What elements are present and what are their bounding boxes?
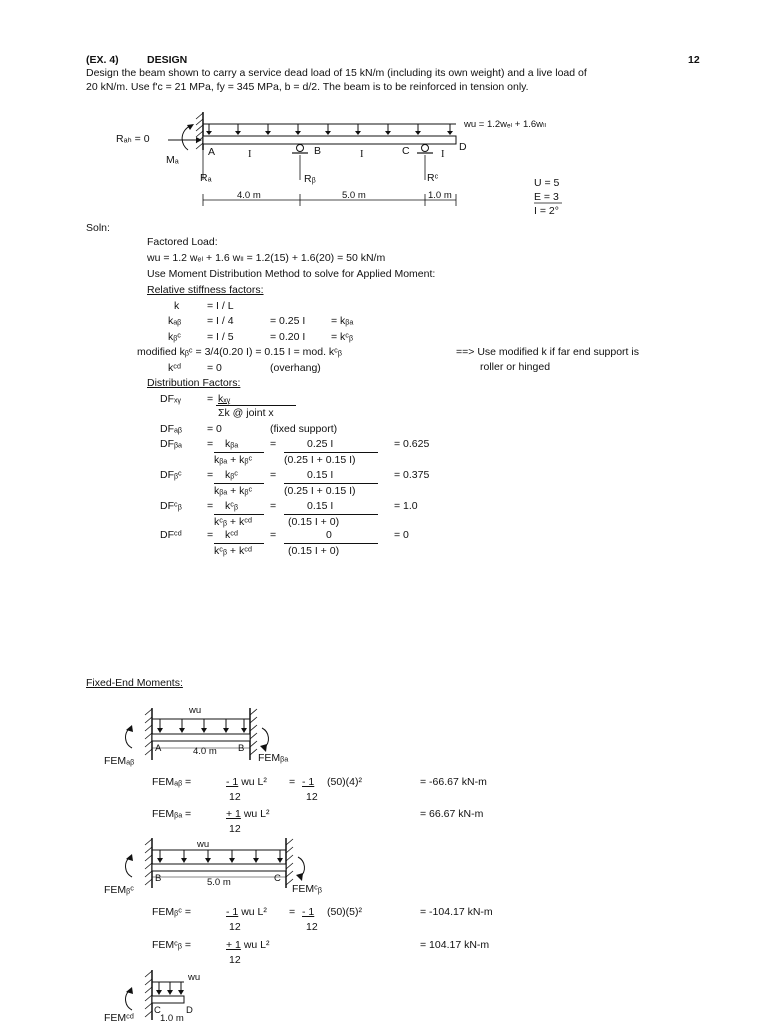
fig3-right: D	[186, 1005, 193, 1016]
fem-cd-arrow-label: FEMᶜᵈ	[104, 1012, 134, 1024]
fig1-right: B	[238, 743, 245, 754]
inertia-ab: I	[248, 149, 252, 160]
page-number: 12	[688, 54, 700, 66]
wu-label: wu	[197, 839, 210, 850]
df-ab-label: DFₐᵦ	[160, 423, 182, 435]
fem-ab-den2: 12	[306, 791, 318, 803]
df-ab-eq: = 0	[207, 423, 222, 435]
fem-cb-arrow-label: FEMᶜᵦ	[292, 883, 322, 895]
wu-equation: wu = 1.2 wₑₗ + 1.6 wₗₗ = 1.2(15) + 1.6(20) = 50 kN/m	[147, 252, 386, 264]
df-den2: (0.25 I + 0.15 I)	[284, 485, 356, 497]
df-num: kᶜᵦ	[225, 500, 239, 512]
document-page: (EX. 4) DESIGN 12 Design the beam shown to carry a service dead load of 15 kN/m (including its own weight) and a live load of 20 kN/m. Use f'c = 21 MPa, fy = 345 MPa, b = d/2. The beam is to be reinforced in tension only. Rₐₕ = 0 Mₐ wu = 1.2wₑₗ + 1.6wₗₗ A I B I C I D Rₐ Rᵦ Rᶜ 4.0 m 5.0 m 1.0 m U = 5 E = 3 I = 2° Soln: Factored Load: wu = 1.2 wₑₗ + 1.6 wₗₗ = 1.2(15) + 1.6(20) = 50 kN/m Use Moment Distribution Method to solve for Applied Moment: Relative stiffness factors: k = I / L kₐᵦ = I / 4 = 0.25 I = kᵦₐ kᵦᶜ = I / 5 = 0.20 I = kᶜᵦ modified kᵦᶜ = 3/4(0.20 I) = 0.15 I = mod. kᶜᵦ kᶜᵈ = 0 (overhang) ==> Use modified k if far end support is roller or hinged Distribution Factors: DFₓᵧ = kₓᵧ Σk @ joint x DFₐᵦ = 0 (fixed support) DFᵦₐ = kᵦₐ kᵦₐ + kᵦᶜ = 0.25 I (0.25 I + 0.15 I) = 0.625 DFᵦᶜ = kᵦᶜ kᵦₐ + kᵦᶜ = 0.15 I (0.25 I + 0.15 I) = 0.375 DFᶜᵦ = kᶜᵦ kᶜᵦ + kᶜᵈ = 0.15 I (0.15 I + 0) = 1.0 DFᶜᵈ = kᶜᵈ kᶜᵦ + kᶜᵈ = 0 (0.15 I + 0) = 0 Fixed-End Moments: wu A 4.0 m B FEMₐᵦ FEMᵦₐ FEMₐᵦ = - 1 wu L² 12 = - 1 (50)(4)² 12 = -66.67 kN-m FEMᵦₐ = + 1 wu L² 12 = 66.67 kN-m wu B 5.0 m C FEMᵦᶜ FEMᶜᵦ FEMᵦᶜ = - 1 wu L² 12 = - 1 (50)(5)² 12 = -104.17 kN-m FEMᶜᵦ = + 1 wu L² 12 = 104.17 kN-m wu C D 1.0 m FEMᶜᵈ	[0, 0, 768, 1024]
modified-k-line: modified kᵦᶜ = 3/4(0.20 I) = 0.15 I = mod. kᶜᵦ	[137, 346, 342, 358]
df-label: DFᶜᵦ	[160, 500, 182, 512]
df-num2: 0	[326, 529, 332, 541]
rah-label: Rₐₕ = 0	[116, 133, 150, 145]
soln-label: Soln:	[86, 222, 110, 234]
fig2-left: B	[155, 873, 162, 884]
fem-bc-result: = -104.17 kN-m	[420, 906, 493, 918]
fem-ab-den: 12	[229, 791, 241, 803]
fem-cb-den: 12	[229, 954, 241, 966]
modified-note-2: roller or hinged	[480, 361, 551, 373]
k-row-label: kᵦᶜ	[168, 331, 182, 343]
e-count: E = 3	[534, 191, 559, 203]
df-result: = 0.625	[394, 438, 430, 450]
fem-ba-label: FEMᵦₐ =	[152, 808, 192, 820]
fig3-span: 1.0 m	[160, 1013, 184, 1024]
df-den2: (0.25 I + 0.15 I)	[284, 454, 356, 466]
df-den: kᵦₐ + kᵦᶜ	[214, 454, 253, 466]
df-num: kᵦᶜ	[225, 469, 239, 481]
fem-ab-coef: - 1 wu L²	[226, 776, 267, 788]
df-den: kᵦₐ + kᵦᶜ	[214, 485, 253, 497]
node-c: C	[402, 145, 410, 157]
factored-load-heading: Factored Load:	[147, 236, 218, 248]
k-row-extra: = kᵦₐ	[331, 315, 354, 327]
df-den2: (0.15 I + 0)	[288, 545, 340, 557]
ra-label: Rₐ	[200, 172, 212, 184]
fem-ba-arrow-label: FEMᵦₐ	[258, 752, 289, 764]
df-general-fraction: kₓᵧ	[218, 393, 231, 405]
fem-bc-label: FEMᵦᶜ =	[152, 906, 191, 918]
df-label: DFᵦₐ	[160, 438, 182, 450]
span-cd: 1.0 m	[428, 190, 452, 201]
fem-bc-neg: - 1	[302, 906, 315, 918]
fig1-left: A	[155, 743, 162, 754]
node-d: D	[459, 141, 467, 153]
df-result: = 0.375	[394, 469, 430, 481]
node-a: A	[208, 146, 216, 158]
inertia-cd: I	[441, 149, 445, 160]
df-num2: 0.15 I	[307, 469, 334, 481]
rb-label: Rᵦ	[304, 173, 316, 185]
df-result: = 1.0	[394, 500, 418, 512]
ma-label: Mₐ	[166, 154, 179, 166]
k-row-val: = 0.25 I	[270, 315, 306, 327]
node-b: B	[314, 145, 322, 157]
rel-stiffness-heading: Relative stiffness factors:	[147, 284, 264, 296]
df-general-label: DFₓᵧ	[160, 393, 181, 405]
k-row-eq: = I / L	[207, 300, 234, 312]
fig2-span: 5.0 m	[207, 877, 231, 888]
fem-ab-neg: - 1	[302, 776, 315, 788]
fem-ab-expr: (50)(4)²	[327, 776, 363, 788]
fem-ba-result: = 66.67 kN-m	[420, 808, 484, 820]
fig1-span: 4.0 m	[193, 746, 217, 757]
fem-cb-result: = 104.17 kN-m	[420, 939, 490, 951]
df-den: kᶜᵦ + kᶜᵈ	[214, 545, 252, 557]
fig2-right: C	[274, 873, 281, 884]
kcd-eq: = 0	[207, 362, 222, 374]
fem-ab-arrow-label: FEMₐᵦ	[104, 755, 135, 767]
df-general-den: Σk @ joint x	[218, 407, 274, 419]
span-bc: 5.0 m	[342, 190, 366, 201]
wu-label: wu	[188, 972, 201, 983]
fem-bc-eq: =	[289, 906, 296, 918]
load-label: wu = 1.2wₑₗ + 1.6wₗₗ	[464, 119, 547, 130]
k-row-label: k	[174, 300, 180, 312]
k-row-extra: = kᶜᵦ	[331, 331, 354, 343]
fem-ab-label: FEMₐᵦ =	[152, 776, 192, 788]
df-num: kᶜᵈ	[225, 529, 238, 541]
df-label: DFᶜᵈ	[160, 529, 182, 541]
df-num2: 0.15 I	[307, 500, 334, 512]
fem-ba-den: 12	[229, 823, 241, 835]
fem-bc-den: 12	[229, 921, 241, 933]
dist-factors-heading: Distribution Factors:	[147, 377, 241, 389]
indeterminacy: I = 2°	[534, 205, 559, 217]
fem-ba-coef: + 1 wu L²	[226, 808, 270, 820]
df-result: = 0	[394, 529, 409, 541]
section-title: DESIGN	[147, 54, 188, 66]
fem-heading: Fixed-End Moments:	[86, 677, 183, 689]
fem-cb-label: FEMᶜᵦ =	[152, 939, 191, 951]
df-ab-note: (fixed support)	[270, 423, 338, 435]
fem-ab-eq: =	[289, 776, 296, 788]
fem-bc-expr: (50)(5)²	[327, 906, 363, 918]
problem-line-1: Design the beam shown to carry a service dead load of 15 kN/m (including its own weight) and a live load of	[86, 67, 587, 79]
problem-line-2: 20 kN/m. Use f'c = 21 MPa, fy = 345 MPa, b = d/2. The beam is to be reinforced in tension only.	[86, 81, 529, 93]
modified-note-1: ==> Use modified k if far end support is	[456, 346, 639, 358]
df-den: kᶜᵦ + kᶜᵈ	[214, 516, 252, 528]
k-row-label: kₐᵦ	[168, 315, 182, 327]
kcd-label: kᶜᵈ	[168, 362, 181, 374]
fig3-left: C	[154, 1005, 161, 1016]
example-number: (EX. 4)	[86, 54, 119, 66]
fem-bc-coef: - 1 wu L²	[226, 906, 267, 918]
rc-label: Rᶜ	[427, 172, 439, 184]
k-row-eq: = I / 5	[207, 331, 234, 343]
df-num: kᵦₐ	[225, 438, 239, 450]
k-row-eq: = I / 4	[207, 315, 234, 327]
df-den2: (0.15 I + 0)	[288, 516, 340, 528]
kcd-note: (overhang)	[270, 362, 321, 374]
inertia-bc: I	[360, 149, 364, 160]
df-label: DFᵦᶜ	[160, 469, 182, 481]
df-num2: 0.25 I	[307, 438, 334, 450]
wu-label: wu	[189, 705, 202, 716]
fem-ab-result: = -66.67 kN-m	[420, 776, 487, 788]
fem-bc-arrow-label: FEMᵦᶜ	[104, 884, 134, 896]
u-count: U = 5	[534, 177, 560, 189]
fem-cb-coef: + 1 wu L²	[226, 939, 270, 951]
span-ab: 4.0 m	[237, 190, 261, 201]
method-line: Use Moment Distribution Method to solve for Applied Moment:	[147, 268, 436, 280]
fem-bc-den2: 12	[306, 921, 318, 933]
k-row-val: = 0.20 I	[270, 331, 306, 343]
